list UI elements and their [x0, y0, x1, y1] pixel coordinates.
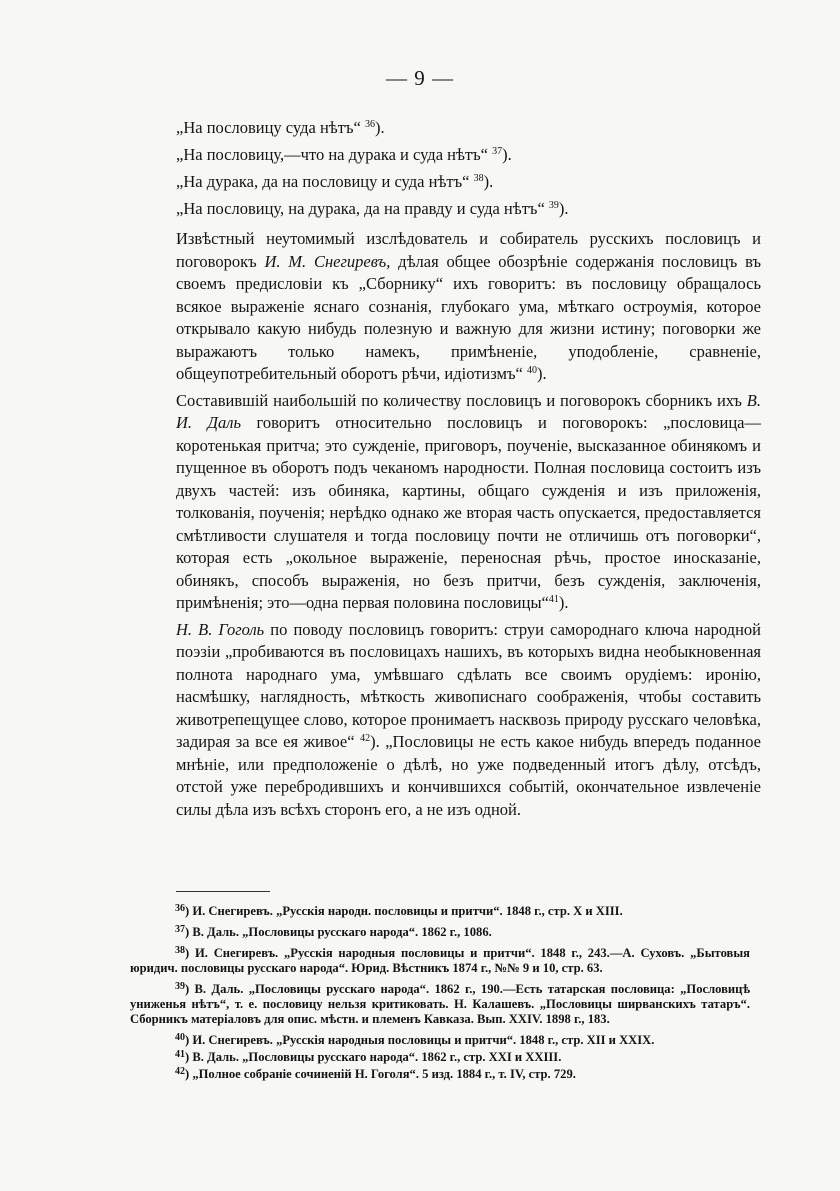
footnote: $^{41}$) В. Даль. „Пословицы русскаго народа“. 1862 г., стр. XXI и XXIII.	[175, 1049, 562, 1064]
paragraph-dal: Составившій наибольшій по количеству пословицъ и поговорокъ сборникъ ихъ В. И. Даль говоритъ относительно пословицъ и поговорокъ: „пословица—коротенькая притча; это сужденіе, приговоръ, поученіе, высказанное обинякомъ и пущенное въ оборотъ подъ чеканомъ народности. Полная пословица состоитъ изъ двухъ частей: изъ обиняка, картины, общаго сужденія и изъ приложенія, толкованія, поученія; нерѣдко однако же вторая часть опускается, предоставляется смѣтливости слушателя и тогда пословицу почти не отличишь отъ поговорки“, которая есть „окольное выраженіе, переносная рѣчь, простое иносказаніе, обинякъ, способъ выраженія, но безъ притчи, безъ сужденія, заключенія, примѣненія; это—одна первая половина пословицы“$^{41}$).	[176, 390, 761, 612]
author-name: В. И. Даль	[176, 390, 761, 432]
footnote-number: 39	[175, 981, 185, 992]
footnote-number: 42	[175, 1066, 185, 1077]
footnote: $^{40}$) И. Снегиревъ. „Русскія народныя пословицы и притчи“. 1848 г., стр. XII и XXIX.	[175, 1032, 655, 1047]
footnote-number: 40	[175, 1032, 185, 1043]
footnote-ref[interactable]: 39	[548, 200, 559, 211]
footnote-number: 37	[175, 924, 185, 935]
footnote: $^{42}$) „Полное собраніе сочиненій Н. Гоголя“. 5 изд. 1884 г., т. IV, стр. 729.	[175, 1066, 576, 1081]
page-number: — 9 —	[386, 66, 454, 90]
footnote-ref[interactable]: 40	[526, 365, 537, 376]
author-name: Н. В. Гоголь	[176, 619, 265, 639]
footnote-number: 41	[175, 1049, 185, 1060]
footnote-divider	[176, 891, 270, 892]
footnote: $^{39}$) В. Даль. „Пословицы русскаго народа“. 1862 г., 190.—Есть татарская пословица: „Пословицѣ униженья нѣтъ“, т. е. пословицу нельзя критиковать. Н. Калашевъ. „Пословицы ширванскихъ татаръ“. Сборникъ матеріаловъ для опис. мѣстн. и племенъ Кавказа. Вып. XXIV. 1898 г., 183.	[130, 981, 750, 1026]
body-text	[176, 108, 761, 821]
verse-line: „На пословицу, на дурака, да на правду и суда нѣтъ“ $^{39}$).	[176, 199, 569, 218]
footnote: $^{38}$) И. Снегиревъ. „Русскія народныя пословицы и притчи“. 1848 г., 243.—А. Суховъ. „Бытовыя юридич. пословицы русскаго народа“. Юрид. Вѣстникъ 1874 г., №№ 9 и 10, стр. 63.	[130, 945, 750, 975]
footnote-number: 36	[175, 903, 185, 914]
verse-line: „На дурака, да на пословицу и суда нѣтъ“ $^{38}$).	[176, 172, 494, 191]
footnote-ref[interactable]: 42	[360, 733, 371, 744]
footnote-number: 38	[175, 945, 185, 956]
author-name: И. М. Снегиревъ,	[264, 251, 391, 271]
footnote-ref[interactable]: 36	[364, 119, 375, 130]
paragraph-snegirev: Извѣстный неутомимый изслѣдователь и собиратель русскихъ пословицъ и поговорокъ И. М. Снегиревъ, дѣлая общее обозрѣніе содержанія пословицъ въ своемъ предисловіи къ „Сборнику“ ихъ говоритъ: въ пословицу обращалось всякое выраженіе яснаго сознанія, глубокаго ума, мѣткаго остроумія, которое открывало какую нибудь полезную и важную для жизни истину; поговорки же выражаютъ только намекъ, примѣненіе, уподобленіе, сравненіе, общеупотребительный оборотъ рѣчи, идіотизмъ“ $^{40}$).	[176, 229, 761, 383]
verse-line: „На пословицу,—что на дурака и суда нѣтъ“ $^{37}$).	[176, 145, 512, 164]
paragraph-gogol: Н. В. Гоголь по поводу пословицъ говоритъ: струи самороднаго ключа народной поэзіи „пробиваются въ пословицахъ нашихъ, въ которыхъ видна необыкновенная полнота народнаго ума, умѣвшаго сдѣлать все своимъ орудіемъ: иронію, насмѣшку, наглядность, мѣткость живописнаго соображенія, чтобы составить животрепещущее слово, которое пронимаетъ насквозь природу русскаго человѣка, задирая за все ея живое“ $^{42}$). „Пословицы не есть какое нибудь впередъ поданное мнѣніе, или предположеніе о дѣлѣ, но уже подведенный итогъ дѣлу, отсѣдъ, отстой уже перебродившихъ и кончившихся событій, окончательное извлеченіе силы дѣла изъ всѣхъ сторонъ его, а не изъ одной.	[176, 619, 762, 819]
verse-line: „На пословицу суда нѣтъ“ $^{36}$).	[176, 118, 385, 137]
footnote: $^{37}$) В. Даль. „Пословицы русскаго народа“. 1862 г., 1086.	[175, 924, 492, 939]
footnotes	[130, 904, 750, 1084]
footnote-ref[interactable]: 38	[473, 173, 484, 184]
footnote-ref[interactable]: 37	[492, 146, 503, 157]
footnote-ref[interactable]: 41	[548, 594, 559, 605]
footnote: $^{36}$) И. Снегиревъ. „Русскія народн. пословицы и притчи“. 1848 г., стр. X и XIII.	[175, 903, 623, 918]
